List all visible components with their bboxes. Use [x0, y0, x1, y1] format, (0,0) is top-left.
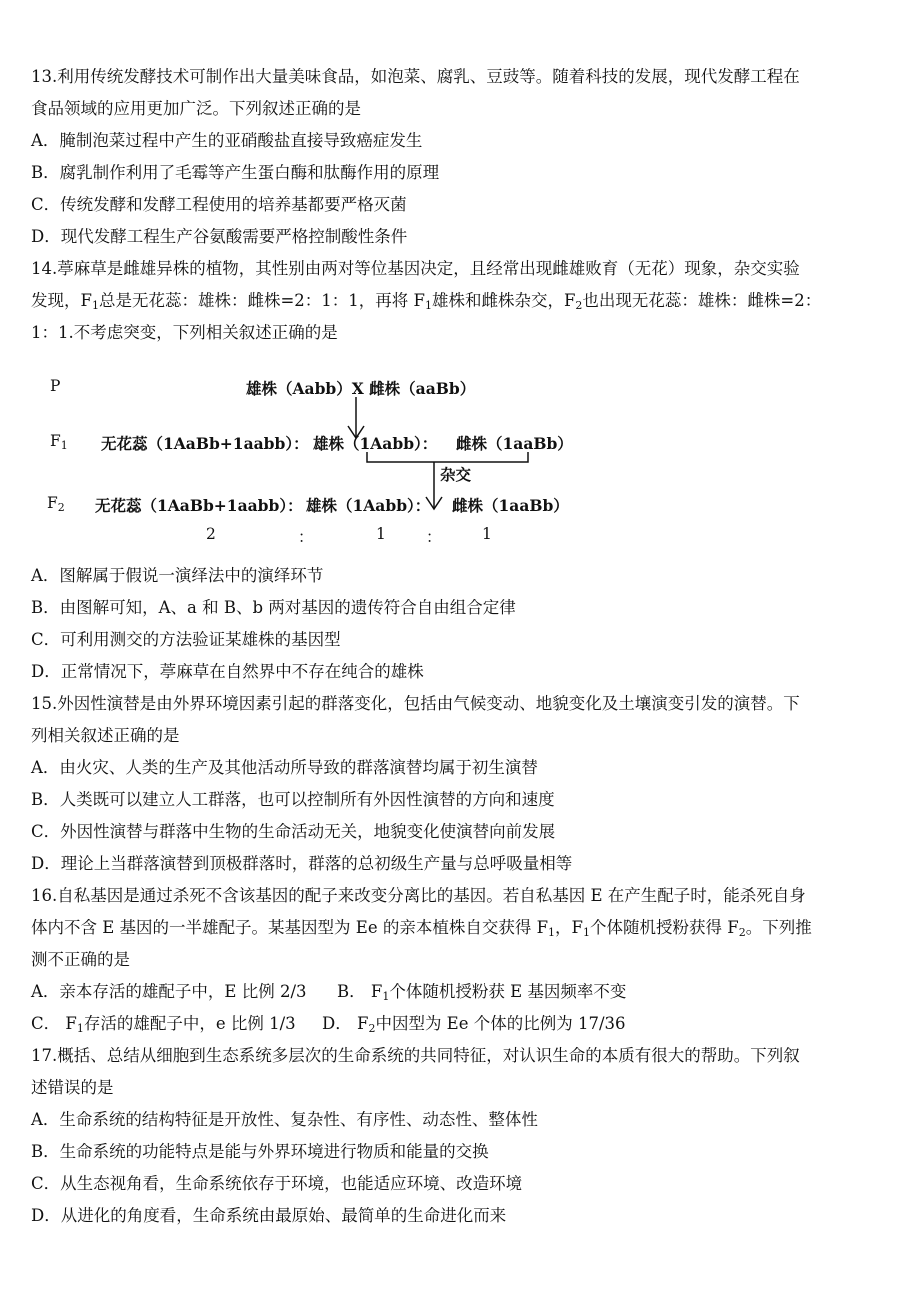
q13-option-b: B．腐乳制作利用了毛霉等产生蛋白酶和肽酶作用的原理: [31, 163, 440, 182]
q14-option-b: B．由图解可知，A、a 和 B、b 两对基因的遗传符合自由组合定律: [31, 598, 516, 617]
q17-option-b: B．生命系统的功能特点是能与外界环境进行物质和能量的交换: [31, 1142, 489, 1161]
q15-option-d: D．理论上当群落演替到顶极群落时，群落的总初级生产量与总呼吸量相等: [31, 854, 573, 873]
q16-stem-line-3: 测不正确的是: [31, 950, 130, 969]
diagram-f1-female: 雌株（1aaBb）: [456, 434, 573, 453]
q14-option-a: A．图解属于假说一演绎法中的演绎环节: [31, 566, 324, 585]
f1-cross-bracket: [367, 452, 528, 462]
diagram-p-cross: 雄株（Aabb）X 雌株（aaBb）: [246, 379, 476, 398]
q17-option-a: A．生命系统的结构特征是开放性、复杂性、有序性、动态性、整体性: [31, 1110, 538, 1129]
diagram-f1-sterile: 无花蕊（1AaBb+1aabb）：: [101, 434, 309, 453]
q13-stem-line-1: 13.利用传统发酵技术可制作出大量美味食品，如泡菜、腐乳、豆豉等。随着科技的发展，现代发酵工程在: [31, 67, 800, 86]
q13-option-a: A．腌制泡菜过程中产生的亚硝酸盐直接导致癌症发生: [31, 131, 423, 150]
q15-stem-line-2: 列相关叙述正确的是: [31, 726, 180, 745]
q13-stem-line-2: 食品领域的应用更加广泛。下列叙述正确的是: [31, 99, 361, 118]
q13-option-d: D．现代发酵工程生产谷氨酸需要严格控制酸性条件: [31, 227, 408, 246]
q16-stem-line-1: 16.自私基因是通过杀死不含该基因的配子来改变分离比的基因。若自私基因 E 在产生配子时，能杀死自身: [31, 886, 806, 905]
diagram-f2-male: 雄株（1Aabb）：: [306, 496, 431, 515]
q14-option-c: C．可利用测交的方法验证某雄株的基因型: [31, 630, 341, 649]
diagram-ratio-sep-2: ：: [426, 528, 442, 546]
q16-option-a: A．亲本存活的雄配子中，E 比例 2/3: [31, 982, 307, 1001]
diagram-ratio-2: 2: [206, 525, 216, 543]
diagram-cross-label: 杂交: [440, 465, 472, 484]
q14-stem-line-2: 发现，$F_1$总是无花蕊：雄株：雌株=2：1：1，再将 $F_1$雄株和雌株杂交，$F_2$也出现无花蕊：雄株：雌株=2：: [31, 291, 822, 312]
q14-option-d: D．正常情况下，葶麻草在自然界中不存在纯合的雄株: [31, 662, 424, 681]
diagram-ratio-1a: 1: [376, 525, 386, 543]
q17-stem-line-2: 述错误的是: [31, 1078, 114, 1097]
q17-option-d: D．从进化的角度看，生命系统由最原始、最简单的生命进化而来: [31, 1206, 507, 1225]
q15-option-c: C．外因性演替与群落中生物的生命活动无关，地貌变化使演替向前发展: [31, 822, 556, 841]
q15-option-a: A．由火灾、人类的生产及其他活动所导致的群落演替均属于初生演替: [31, 758, 538, 777]
diagram-f1-label: $F_1$: [50, 432, 68, 452]
q17-option-c: C．从生态视角看，生命系统依存于环境，也能适应环境、改造环境: [31, 1174, 523, 1193]
diagram-f2-female: 雌株（1aaBb）: [452, 496, 569, 515]
diagram-ratio-1b: 1: [482, 525, 492, 543]
diagram-p-label: P: [50, 377, 61, 395]
q14-stem-line-1: 14.葶麻草是雌雄异株的植物，其性别由两对等位基因决定，且经常出现雌雄败育（无花）现象，杂交实验: [31, 259, 800, 278]
q15-option-b: B．人类既可以建立人工群落，也可以控制所有外因性演替的方向和速度: [31, 790, 555, 809]
q17-stem-line-1: 17.概括、总结从细胞到生态系统多层次的生命系统的共同特征，对认识生命的本质有很大的帮助。下列叙: [31, 1046, 800, 1065]
q16-stem-line-2: 体内不含 E 基因的一半雄配子。某基因型为 Ee 的亲本植株自交获得 $F_1$，$F_1$个体随机授粉获得 $F_2$。下列推: [31, 918, 812, 939]
q16-option-d: D． $F_2$中因型为 Ee 个体的比例为 17/36: [322, 1014, 626, 1035]
diagram-f2-label: $F_2$: [47, 494, 65, 514]
diagram-f1-male: 雄株（1Aabb）：: [313, 434, 438, 453]
diagram-f2-sterile: 无花蕊（1AaBb+1aabb）：: [95, 496, 303, 515]
diagram-ratio-sep-1: ：: [298, 528, 314, 546]
q13-option-c: C．传统发酵和发酵工程使用的培养基都要严格灭菌: [31, 195, 407, 214]
q14-stem-line-3: 1：1.不考虑突变，下列相关叙述正确的是: [31, 323, 338, 342]
q16-option-b: B． $F_1$个体随机授粉获 E 基因频率不变: [337, 982, 627, 1003]
q16-option-c: C． $F_1$存活的雄配子中，e 比例 1/3: [31, 1014, 296, 1035]
q15-stem-line-1: 15.外因性演替是由外界环境因素引起的群落变化，包括由气候变动、地貌变化及土壤演变引发的演替。下: [31, 694, 800, 713]
